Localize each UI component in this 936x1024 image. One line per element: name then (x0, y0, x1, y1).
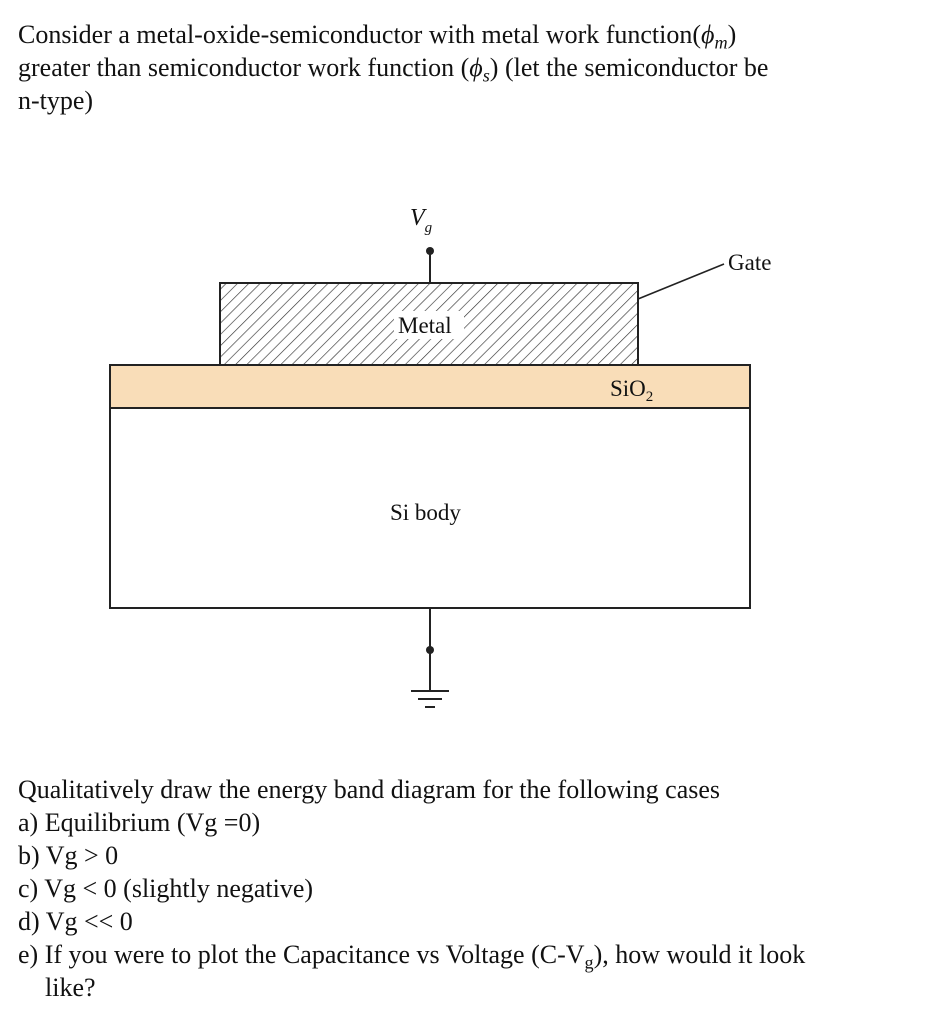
vg-label: $V_g$ (410, 205, 433, 236)
si-body-label: Si body (390, 500, 461, 525)
metal-label: Metal (398, 313, 452, 338)
phi-s-symbol: ϕ (469, 53, 483, 82)
case-c: c) Vg < 0 (slightly negative) (18, 874, 314, 903)
problem-statement (18, 18, 918, 117)
case-d: d) Vg << 0 (18, 907, 133, 936)
gate-terminal-dot (426, 247, 434, 255)
gate-pointer-line (638, 264, 724, 299)
oxide-label: SiO$_2$ (610, 376, 654, 405)
statement-line-2 (18, 51, 918, 84)
ground-terminal-dot (426, 646, 434, 654)
oxide-layer (110, 365, 750, 408)
statement-text: ) (let the semiconductor be (489, 53, 769, 82)
case-a: a) Equilibrium (Vg =0) (18, 808, 261, 837)
phi-m-symbol: ϕ (701, 20, 715, 49)
phi-s-subscript: s (482, 65, 490, 86)
ground-icon (411, 691, 449, 707)
case-e-text: e) If you were to plot the Capacitance vs Voltage (C-V (18, 940, 585, 969)
case-e-subscript: g (584, 952, 594, 973)
case-e-continuation: like? (45, 973, 96, 1002)
phi-m-subscript: m (714, 32, 728, 53)
question-intro: Qualitatively draw the energy band diagram for the following cases (18, 775, 721, 804)
mos-structure-diagram (0, 190, 936, 730)
statement-text: ) (727, 20, 737, 49)
statement-text: Consider a metal-oxide-semiconductor with metal work function( (18, 20, 702, 49)
statement-text: greater than semiconductor work function ( (18, 53, 470, 82)
case-e-text: ), how would it look (593, 940, 806, 969)
case-b: b) Vg > 0 (18, 841, 119, 870)
case-e (18, 938, 918, 971)
gate-label: Gate (728, 250, 772, 275)
question-list (18, 773, 918, 1004)
statement-line-3: n-type) (18, 86, 94, 115)
statement-line-1 (18, 18, 918, 51)
